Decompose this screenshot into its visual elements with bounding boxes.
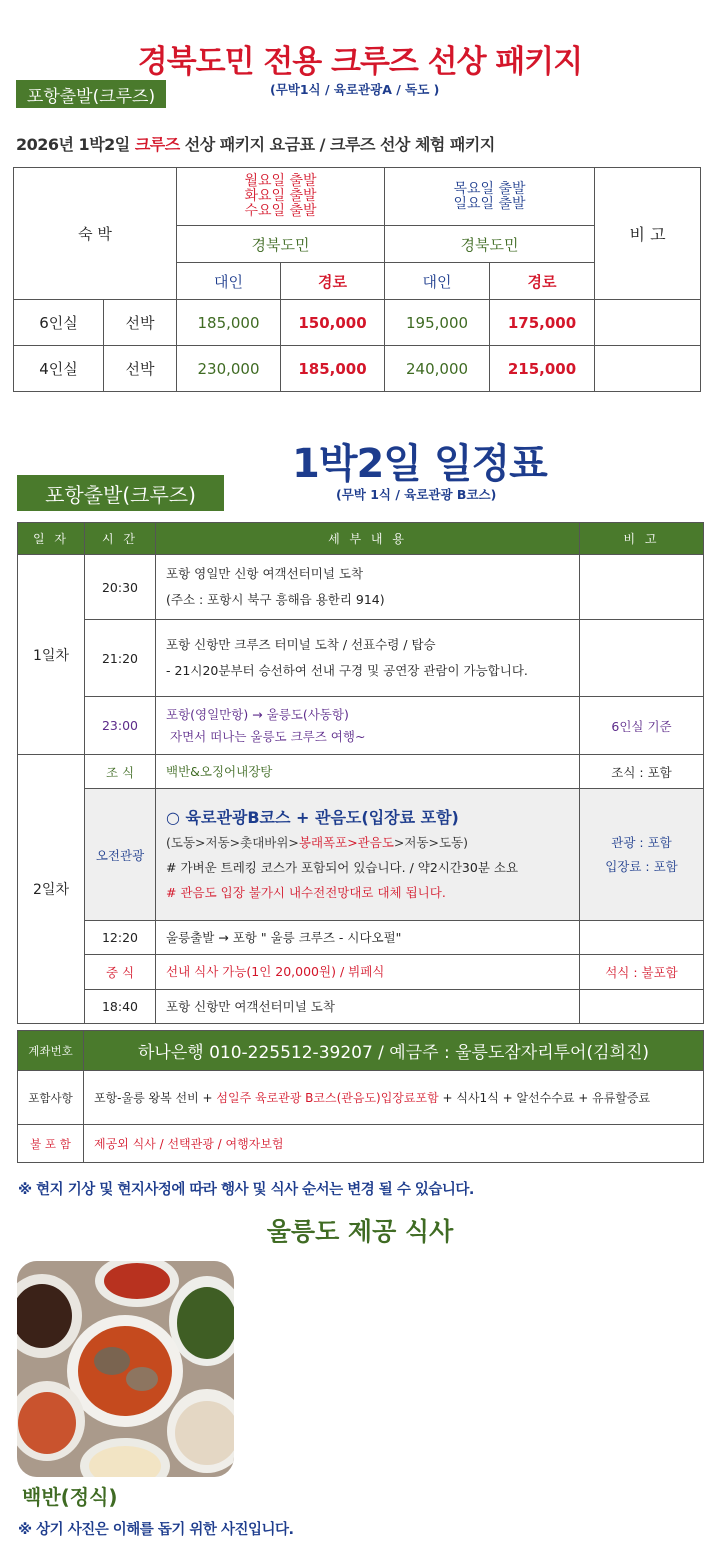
photo-disclaimer: ※ 상기 사진은 이해를 돕기 위한 사진입니다.	[18, 1522, 294, 1538]
meal-section-title: 울릉도 제공 식사	[266, 1217, 454, 1246]
schedule-departure-tag: 포항출발(크루즈)	[17, 475, 224, 511]
day-label: 1일차	[18, 555, 85, 755]
price-cell: 150,000	[281, 300, 385, 346]
price-cell: 185,000	[281, 346, 385, 392]
time-cell: 21:20	[85, 620, 156, 697]
remark-cell	[580, 789, 704, 921]
include-part: 포항-울릉 왕복 선비 +	[94, 1091, 217, 1105]
remark-cell: 석식 : 불포함	[580, 955, 704, 990]
table-row	[18, 789, 704, 921]
meal-photo-illustration	[17, 1261, 234, 1477]
route-highlight: 봉래폭포>관음도	[298, 834, 394, 850]
remark-cell	[595, 346, 701, 392]
col-day: 일 자	[18, 523, 85, 555]
table-row	[18, 955, 704, 990]
remark-cell	[580, 990, 704, 1024]
price-cell: 240,000	[385, 346, 490, 392]
col-detail: 세 부 내 용	[156, 523, 580, 555]
table-row	[18, 555, 704, 620]
time-cell: 23:00	[85, 697, 156, 755]
detail-cell	[156, 789, 580, 921]
heading-suffix: 선상 패키지 요금표 / 크루즈 선상 체험 패키지	[179, 135, 495, 154]
schedule-table	[17, 522, 704, 1024]
price-cell: 195,000	[385, 300, 490, 346]
remark-cell	[595, 300, 701, 346]
detail-cell	[156, 697, 580, 755]
adult-header-2: 대인	[385, 263, 490, 300]
lodging-type: 선박	[104, 346, 177, 392]
exclude-label: 불 포 함	[18, 1125, 84, 1163]
detail-cell	[156, 620, 580, 697]
detail-line: - 21시20분부터 승선하여 선내 구경 및 공연장 관람이 가능합니다.	[166, 663, 528, 678]
detail-line: (주소 : 포항시 북구 흥해읍 용한리 914)	[166, 592, 385, 607]
resident-header-1: 경북도민	[177, 226, 385, 263]
detail-line: 자면서 떠나는 울릉도 크루즈 여행~	[170, 728, 366, 744]
table-row	[18, 921, 704, 955]
schedule-subtitle: (무박 1식 / 육로관광 B코스)	[336, 487, 497, 502]
day-label: 2일차	[18, 755, 85, 1024]
col-time: 시 간	[85, 523, 156, 555]
tour-note: # 가벼운 트레킹 코스가 포함되어 있습니다. / 약2시간30분 소요	[166, 859, 519, 875]
remark-cell: 6인실 기준	[580, 697, 704, 755]
remark-cell: 조식 : 포함	[580, 755, 704, 789]
info-table	[17, 1030, 704, 1163]
detail-line: 포항(영일만항) → 울릉도(사동항)	[166, 706, 349, 722]
table-row	[14, 300, 701, 346]
schedule-title: 1박2일 일정표	[292, 441, 547, 487]
include-highlight: 섬일주 육로관광 B코스(관음도)입장료포함	[216, 1091, 439, 1105]
detail-cell: 포항 신항만 여객선터미널 도착	[156, 990, 580, 1024]
detail-cell: 울릉출발 → 포항 " 울릉 크루즈 - 시다오펄"	[156, 921, 580, 955]
time-cell: 20:30	[85, 555, 156, 620]
remark-line: 입장료 : 포함	[605, 858, 678, 874]
senior-header-1: 경로	[281, 263, 385, 300]
tour-note-warning: # 관음도 입장 불가시 내수전전망대로 대체 됩니다.	[166, 884, 446, 900]
price-cell: 185,000	[177, 300, 281, 346]
package-subtitle: (무박1식 / 육로관광A / 독도 )	[270, 82, 440, 97]
meal-photo	[17, 1261, 234, 1477]
group2-days: 목요일 출발 일요일 출발	[385, 168, 595, 226]
room-type: 4인실	[14, 346, 104, 392]
tour-title: ○ 육로관광B코스 + 관음도(입장료 포함)	[166, 807, 459, 827]
group1-days: 월요일 출발 화요일 출발 수요일 출발	[177, 168, 385, 226]
price-cell: 215,000	[490, 346, 595, 392]
price-cell: 175,000	[490, 300, 595, 346]
page-title: 경북도민 전용 크루즈 선상 패키지	[137, 44, 583, 80]
senior-header-2: 경로	[490, 263, 595, 300]
adult-header-1: 대인	[177, 263, 281, 300]
table-row	[18, 697, 704, 755]
include-part: + 식사1식 + 알선수수료 + 유류할증료	[438, 1091, 651, 1105]
table-row	[18, 990, 704, 1024]
table-row	[18, 755, 704, 789]
detail-line: 포항 신항만 크루즈 터미널 도착 / 선표수령 / 탑승	[166, 637, 436, 652]
detail-line: 포항 영일만 신항 여객선터미널 도착	[166, 566, 364, 581]
meal-photo-caption: 백반(정식)	[22, 1485, 118, 1509]
route-part: (도동>저동>촛대바위>	[166, 834, 299, 850]
remark-cell	[580, 555, 704, 620]
col-remark: 비 고	[580, 523, 704, 555]
remark-header: 비 고	[595, 168, 701, 300]
heading-cruise: 크루즈	[134, 135, 180, 154]
time-cell: 중 식	[85, 955, 156, 990]
lodging-header: 숙 박	[14, 168, 177, 300]
heading-prefix: 2026년 1박2일	[16, 135, 135, 154]
detail-cell	[156, 555, 580, 620]
schedule-change-notice: ※ 현지 기상 및 현지사정에 따라 행사 및 식사 순서는 변경 될 수 있습니다.	[18, 1182, 474, 1198]
time-cell: 18:40	[85, 990, 156, 1024]
lodging-type: 선박	[104, 300, 177, 346]
remark-line: 관광 : 포함	[611, 834, 672, 850]
price-table-heading	[16, 132, 495, 155]
departure-tag: 포항출발(크루즈)	[16, 80, 166, 108]
table-row	[18, 620, 704, 697]
exclude-value: 제공외 식사 / 선택관광 / 여행자보험	[84, 1125, 704, 1163]
time-cell: 12:20	[85, 921, 156, 955]
time-cell: 오전관광	[85, 789, 156, 921]
price-table	[13, 167, 701, 392]
include-value	[84, 1071, 704, 1125]
remark-cell	[580, 620, 704, 697]
room-type: 6인실	[14, 300, 104, 346]
remark-cell	[580, 921, 704, 955]
account-label: 계좌번호	[18, 1031, 84, 1071]
route-part: >저동>도동)	[393, 834, 469, 850]
table-row	[14, 346, 701, 392]
include-label: 포함사항	[18, 1071, 84, 1125]
resident-header-2: 경북도민	[385, 226, 595, 263]
detail-cell: 백반&오징어내장탕	[156, 755, 580, 789]
time-cell: 조 식	[85, 755, 156, 789]
detail-cell: 선내 식사 가능(1인 20,000원) / 뷔페식	[156, 955, 580, 990]
account-value: 하나은행 010-225512-39207 / 예금주 : 울릉도잠자리투어(김희진)	[84, 1031, 704, 1071]
tour-route	[166, 830, 579, 855]
price-cell: 230,000	[177, 346, 281, 392]
